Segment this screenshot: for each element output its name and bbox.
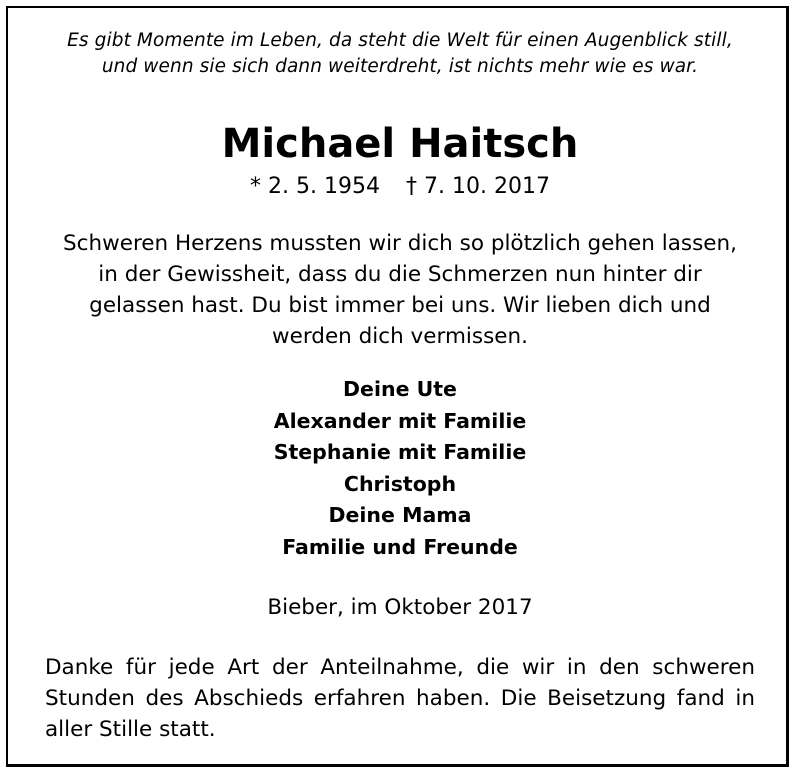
message-line: werden dich vermissen. bbox=[272, 324, 528, 349]
birth-date: * 2. 5. 1954 bbox=[250, 174, 380, 199]
mourners-list bbox=[0, 374, 800, 564]
mourner: Stephanie mit Familie bbox=[273, 440, 527, 465]
mourner: Deine Mama bbox=[328, 503, 472, 528]
death-date: † 7. 10. 2017 bbox=[406, 174, 550, 199]
motto-quote bbox=[0, 28, 800, 80]
motto-line: Es gibt Momente im Leben, da steht die Welt für einen Augenblick still, bbox=[67, 30, 733, 51]
farewell-message bbox=[0, 228, 800, 352]
mourner: Familie und Freunde bbox=[282, 534, 518, 559]
message-line: gelassen hast. Du bist immer bei uns. Wir lieben dich und bbox=[89, 293, 711, 318]
place-and-date: Bieber, im Oktober 2017 bbox=[267, 595, 533, 620]
motto-line: und wenn sie sich dann weiterdreht, ist nichts mehr wie es war. bbox=[101, 56, 699, 77]
mourner: Alexander mit Familie bbox=[273, 408, 527, 433]
message-line: Schweren Herzens mussten wir dich so plötzlich gehen lassen, bbox=[63, 231, 737, 256]
thanks-line: Danke für jede Art der Anteilnahme, die wir in den schweren bbox=[45, 655, 755, 680]
deceased-name: Michael Haitsch bbox=[221, 121, 579, 167]
thanks-note bbox=[45, 652, 755, 745]
message-line: in der Gewissheit, dass du die Schmerzen nun hinter dir bbox=[98, 262, 702, 287]
mourner: Deine Ute bbox=[343, 377, 457, 401]
life-dates bbox=[0, 172, 800, 202]
thanks-line: Stunden des Abschieds erfahren haben. Die Beisetzung fand in bbox=[45, 686, 755, 711]
thanks-line: aller Stille statt. bbox=[45, 717, 216, 742]
mourner: Christoph bbox=[343, 471, 457, 496]
